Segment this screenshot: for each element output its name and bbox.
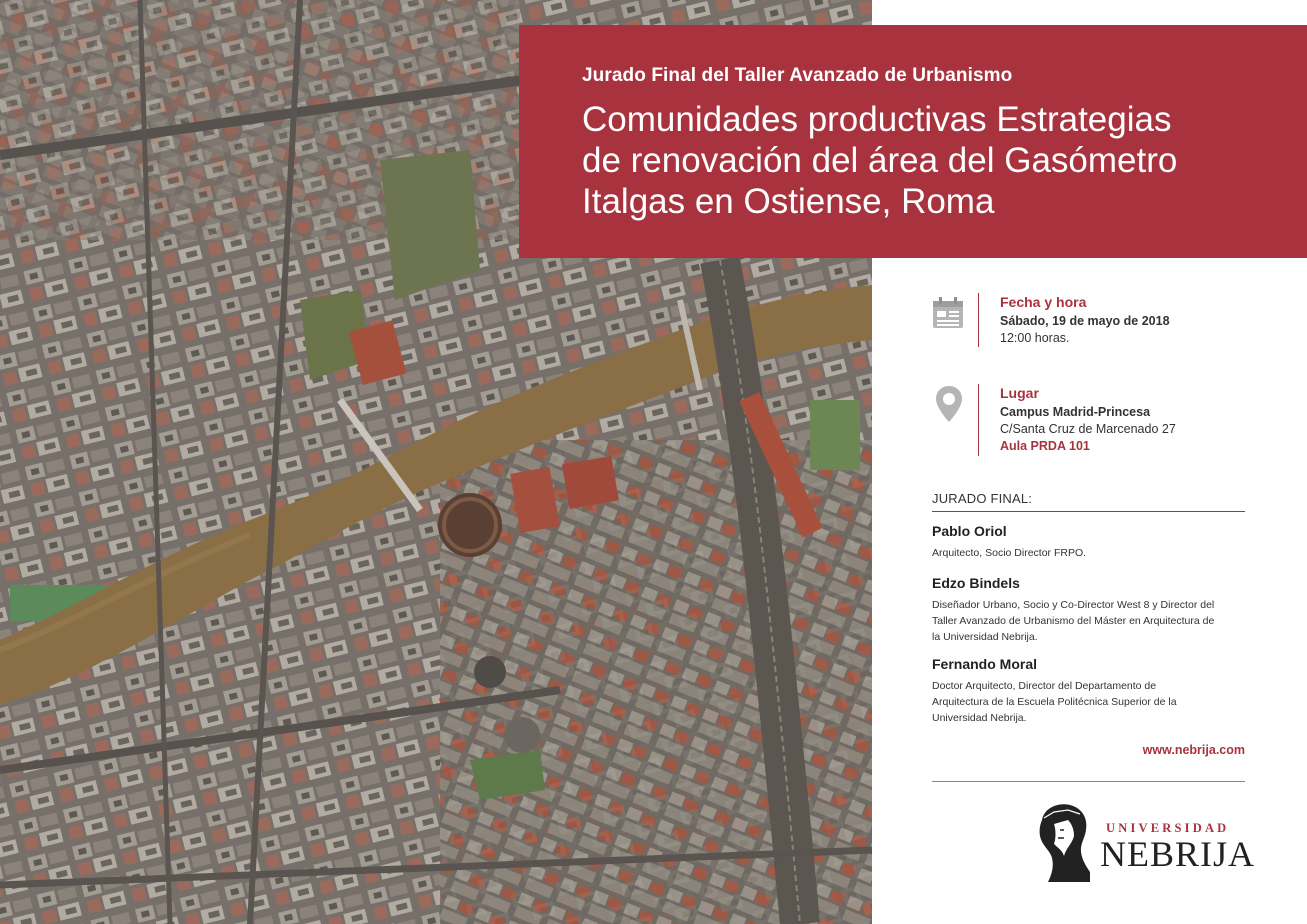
jury-member-role-line: Arquitectura de la Escuela Politécnica Superior de la [932, 696, 1177, 708]
jury-member-role-line: Doctor Arquitecto, Director del Departamento de [932, 680, 1157, 692]
event-title-line: Comunidades productivas Estrategias [582, 100, 1172, 139]
date-divider [978, 293, 979, 347]
website-link[interactable]: www.nebrija.com [1142, 743, 1245, 757]
event-title-line: Italgas en Ostiense, Roma [582, 182, 995, 221]
location-heading: Lugar [1000, 385, 1039, 401]
jury-member-name: Pablo Oriol [932, 523, 1007, 539]
jury-member-name: Edzo Bindels [932, 575, 1020, 591]
date-heading: Fecha y hora [1000, 294, 1087, 310]
campus-name: Campus Madrid-Princesa [1000, 405, 1151, 419]
bottom-divider [932, 781, 1245, 782]
location-text [1000, 384, 1176, 455]
jury-member-role-line: la Universidad Nebrija. [932, 631, 1038, 643]
map-pin-icon [935, 385, 963, 423]
street-address: C/Santa Cruz de Marcenado 27 [1000, 422, 1176, 436]
event-time: 12:00 horas. [1000, 331, 1070, 345]
event-date: Sábado, 19 de mayo de 2018 [1000, 314, 1170, 328]
date-time-text [1000, 293, 1170, 347]
jury-member-role: Arquitecto, Socio Director FRPO. [932, 547, 1087, 559]
jury-member-role [932, 678, 1245, 726]
university-logo [1034, 800, 1256, 890]
jury-member-role-line: Universidad Nebrija. [932, 712, 1027, 724]
event-subtitle: Jurado Final del Taller Avanzado de Urbanismo [582, 65, 1013, 86]
jury-member [932, 522, 1245, 561]
jury-member-role-line: Diseñador Urbano, Socio y Co-Director West 8 y Director del [932, 599, 1215, 611]
nebrija-portrait-icon [1034, 800, 1094, 882]
jury-member-name: Fernando Moral [932, 656, 1038, 672]
date-time-block [932, 293, 1252, 349]
jury-member [932, 574, 1245, 645]
title-banner [519, 25, 1307, 258]
logo-university-text: UNIVERSIDAD [1106, 821, 1230, 835]
location-block [932, 384, 1252, 464]
calendar-icon [932, 295, 964, 331]
jury-member-role-line: Taller Avanzado de Urbanismo del Máster en Arquitectura de [932, 615, 1215, 627]
jury-section [932, 491, 1245, 726]
jury-heading: JURADO FINAL: [932, 491, 1245, 512]
jury-member [932, 655, 1245, 726]
jury-member-role [932, 597, 1245, 645]
event-title-line: de renovación del área del Gasómetro [582, 141, 1178, 180]
room-name: Aula PRDA 101 [1000, 439, 1090, 453]
event-title [582, 99, 1277, 222]
logo-nebrija-text: NEBRIJA [1100, 834, 1256, 874]
location-divider [978, 384, 979, 456]
